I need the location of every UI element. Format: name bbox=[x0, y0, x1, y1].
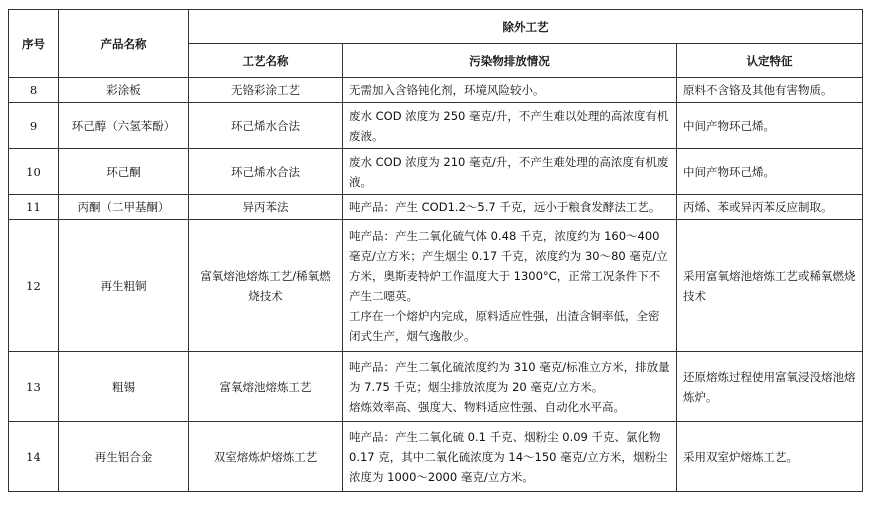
table-row bbox=[9, 195, 863, 220]
row-pollution bbox=[343, 149, 677, 195]
row-feature: 中间产物环己烯。 bbox=[677, 149, 863, 195]
row-feature: 采用富氧熔池熔炼工艺或稀氧燃烧技术 bbox=[677, 220, 863, 352]
row-process: 富氧熔池熔炼工艺/稀氧燃烧技术 bbox=[189, 220, 343, 352]
row-product: 环己醇（六氢苯酚） bbox=[59, 103, 189, 149]
table-row bbox=[9, 352, 863, 422]
row-product: 粗锡 bbox=[59, 352, 189, 422]
pollution-text: 吨产品：产生 COD1.2～5.7 千克，远小于粮食发酵法工艺。 bbox=[349, 200, 661, 214]
process-table bbox=[8, 9, 863, 492]
header-exempt: 除外工艺 bbox=[189, 10, 863, 44]
row-pollution bbox=[343, 78, 677, 103]
header-pollution: 污染物排放情况 bbox=[343, 44, 677, 78]
row-feature: 中间产物环己烯。 bbox=[677, 103, 863, 149]
row-product: 再生铝合金 bbox=[59, 422, 189, 492]
row-seq: 8 bbox=[9, 78, 59, 103]
row-pollution bbox=[343, 103, 677, 149]
pollution-text: 吨产品：产生二氧化硫 0.1 千克、烟粉尘 0.09 千克、氯化物 0.17 克，其中二氧化硫浓度为 14～150 毫克/立方米，烟粉尘浓度为 1000～2000 毫克/立方米。 bbox=[349, 429, 668, 484]
row-feature: 采用双室炉熔炼工艺。 bbox=[677, 422, 863, 492]
row-process: 环己烯水合法 bbox=[189, 103, 343, 149]
row-feature: 丙烯、苯或异丙苯反应制取。 bbox=[677, 195, 863, 220]
header-feature: 认定特征 bbox=[677, 44, 863, 78]
table-row bbox=[9, 103, 863, 149]
row-pollution bbox=[343, 220, 677, 352]
row-seq: 14 bbox=[9, 422, 59, 492]
row-process: 无铬彩涂工艺 bbox=[189, 78, 343, 103]
row-product: 环己酮 bbox=[59, 149, 189, 195]
row-feature: 原料不含铬及其他有害物质。 bbox=[677, 78, 863, 103]
pollution-text: 工序在一个熔炉内完成，原料适应性强，出渣含铜率低，全密闭式生产，烟气逸散少。 bbox=[349, 308, 660, 343]
pollution-text: 吨产品：产生二氧化硫浓度约为 310 毫克/标准立方米，排放量为 7.75 千克；烟尘排放浓度为 20 毫克/立方米。 bbox=[349, 359, 670, 394]
row-seq: 12 bbox=[9, 220, 59, 352]
row-seq: 9 bbox=[9, 103, 59, 149]
pollution-text: 废水 COD 浓度为 250 毫克/升，不产生难以处理的高浓度有机废液。 bbox=[349, 108, 669, 143]
header-seq: 序号 bbox=[9, 10, 59, 78]
table-row bbox=[9, 220, 863, 352]
row-pollution bbox=[343, 195, 677, 220]
row-seq: 10 bbox=[9, 149, 59, 195]
row-product: 彩涂板 bbox=[59, 78, 189, 103]
row-process: 异丙苯法 bbox=[189, 195, 343, 220]
row-process: 双室熔炼炉熔炼工艺 bbox=[189, 422, 343, 492]
pollution-text: 吨产品：产生二氧化硫气体 0.48 千克，浓度约为 160～400 毫克/立方米；产生烟尘 0.17 千克，浓度约为 30～80 毫克/立方米，奥斯麦特炉工作温度大于 1300°C，正常工况条件下不产生二噁英。 bbox=[349, 228, 668, 303]
row-process: 富氧熔池熔炼工艺 bbox=[189, 352, 343, 422]
pollution-text: 无需加入含铬钝化剂，环境风险较小。 bbox=[349, 83, 545, 97]
table-row bbox=[9, 422, 863, 492]
row-seq: 13 bbox=[9, 352, 59, 422]
row-seq: 11 bbox=[9, 195, 59, 220]
row-pollution bbox=[343, 352, 677, 422]
table-row bbox=[9, 78, 863, 103]
header-process: 工艺名称 bbox=[189, 44, 343, 78]
row-product: 丙酮（二甲基酮） bbox=[59, 195, 189, 220]
header-product: 产品名称 bbox=[59, 10, 189, 78]
pollution-text: 熔炼效率高、强度大、物料适应性强、自动化水平高。 bbox=[349, 399, 625, 414]
header-row-1 bbox=[9, 10, 863, 44]
row-pollution bbox=[343, 422, 677, 492]
table-row bbox=[9, 149, 863, 195]
row-feature: 还原熔炼过程使用富氧浸没熔池熔炼炉。 bbox=[677, 352, 863, 422]
row-product: 再生粗铜 bbox=[59, 220, 189, 352]
pollution-text: 废水 COD 浓度为 210 毫克/升，不产生难处理的高浓度有机废液。 bbox=[349, 154, 669, 189]
row-process: 环己烯水合法 bbox=[189, 149, 343, 195]
